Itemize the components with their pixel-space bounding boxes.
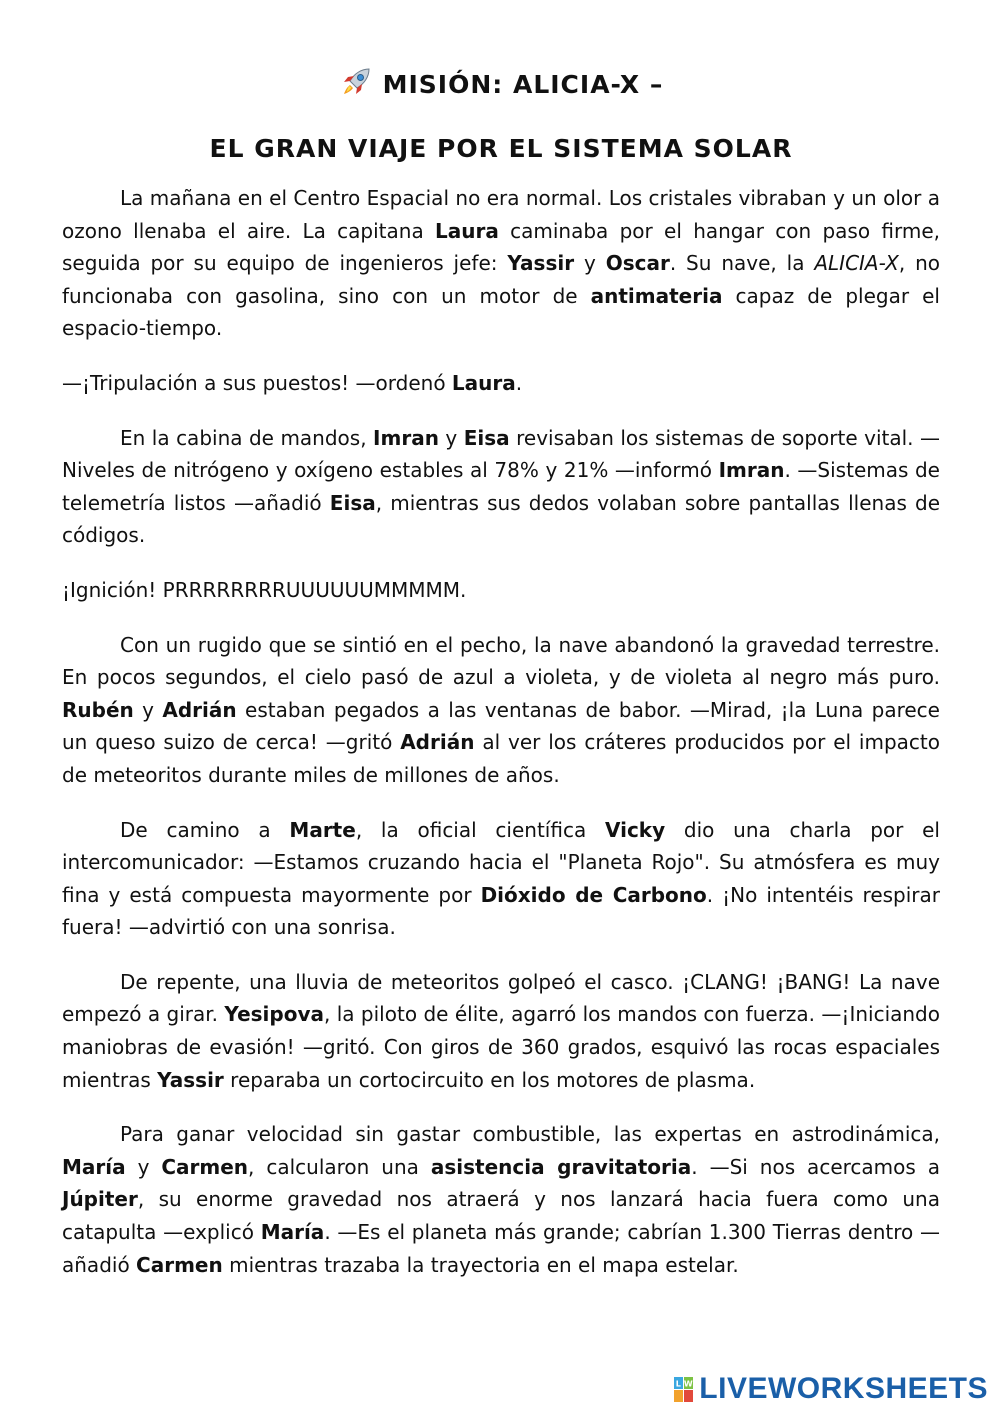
bold-term: asistencia gravitatoria bbox=[430, 1154, 692, 1179]
bold-term: Laura bbox=[451, 370, 516, 395]
bold-term: Adrián bbox=[400, 730, 475, 755]
text-run: revisaban los sistemas de soporte vital. —Niveles de nitrógeno y oxígeno estables al 78% y 21% —informó bbox=[62, 425, 940, 483]
liveworksheets-logo-icon bbox=[673, 1374, 695, 1404]
text-run: . —Sistemas de telemetría listos —añadió bbox=[62, 458, 940, 515]
bold-term: Marte bbox=[289, 817, 356, 842]
bold-term: Eisa bbox=[463, 425, 510, 450]
story-paragraph bbox=[62, 367, 940, 400]
text-run: Para ganar velocidad sin gastar combustible, las expertas en astrodinámica, bbox=[120, 1122, 940, 1147]
text-run: . Su nave, la bbox=[669, 251, 815, 276]
text-run: y bbox=[133, 697, 163, 722]
text-run: , calcularon una bbox=[248, 1154, 431, 1179]
bold-term: Imran bbox=[373, 425, 439, 450]
text-run: caminaba por el hangar con paso firme, seguida por su equipo de ingenieros jefe: bbox=[62, 218, 940, 276]
bold-term: Carmen bbox=[136, 1252, 223, 1277]
liveworksheets-brand[interactable] bbox=[673, 1372, 988, 1406]
text-run: . —Es el planeta más grande; cabrían 1.300 Tierras dentro —añadió bbox=[62, 1220, 940, 1277]
text-run: De camino a bbox=[120, 817, 290, 842]
brand-name: LIVEWORKSHEETS bbox=[699, 1372, 988, 1405]
rocket-icon bbox=[339, 65, 373, 99]
text-run: capaz de plegar el espacio-tiempo. bbox=[62, 283, 940, 341]
story-body bbox=[62, 182, 940, 1281]
worksheet-page bbox=[62, 62, 940, 1303]
text-run: Con un rugido que se sintió en el pecho, la nave abandonó la gravedad terrestre. En pocos segundos, el cielo pasó de azul a violeta, y de violeta al negro más puro. bbox=[62, 632, 940, 690]
italic-term: ALICIA-X bbox=[814, 251, 899, 276]
svg-text:W: W bbox=[684, 1379, 694, 1389]
text-run: . —Si nos acercamos a bbox=[691, 1154, 940, 1179]
text-run: y bbox=[438, 425, 464, 450]
text-run: ¡Ignición! PRRRRRRRRUUUUUUMMMMM. bbox=[62, 577, 467, 602]
text-run: —¡Tripulación a sus puestos! —ordenó bbox=[62, 370, 452, 395]
bold-term: Eisa bbox=[329, 490, 376, 515]
bold-term: María bbox=[62, 1154, 126, 1179]
story-paragraph bbox=[62, 422, 940, 552]
text-run: estaban pegados a las ventanas de babor. —Mirad, ¡la Luna parece un queso suizo de cerca! —gritó bbox=[62, 697, 940, 755]
story-paragraph bbox=[62, 629, 940, 792]
bold-term: Imran bbox=[718, 458, 785, 483]
bold-term: Yesipova bbox=[224, 1002, 324, 1027]
text-run: al ver los cráteres producidos por el impacto de meteoritos durante miles de millones de años. bbox=[62, 730, 940, 787]
text-run: , la oficial científica bbox=[355, 817, 605, 842]
bold-term: María bbox=[260, 1220, 325, 1245]
text-run: . bbox=[515, 370, 523, 395]
page-subtitle: EL GRAN VIAJE POR EL SISTEMA SOLAR bbox=[209, 134, 793, 163]
text-run: La mañana en el Centro Espacial no era normal. Los cristales vibraban y un olor a ozono llenaba el aire. La capitana bbox=[62, 186, 940, 243]
bold-term: Yassir bbox=[157, 1067, 224, 1092]
text-run: , no funcionaba con gasolina, sino con un motor de bbox=[62, 251, 940, 308]
bold-term: Oscar bbox=[605, 251, 670, 276]
bold-term: Adrián bbox=[162, 697, 237, 722]
bold-term: Yassir bbox=[507, 251, 575, 276]
text-run: y bbox=[574, 251, 606, 276]
text-run: , mientras sus dedos volaban sobre pantallas llenas de códigos. bbox=[62, 490, 941, 548]
text-run: dio una charla por el intercomunicador: —Estamos cruzando hacia el "Planeta Rojo". Su atmósfera es muy fina y está compuesta mayormente por bbox=[62, 817, 940, 907]
story-paragraph bbox=[62, 574, 940, 607]
title-line-1: MISIÓN: ALICIA-X – bbox=[382, 70, 664, 99]
bold-term: Dióxido de Carbono bbox=[480, 882, 707, 907]
bold-term: Júpiter bbox=[62, 1187, 138, 1212]
text-run: . ¡No intentéis respirar fuera! —advirtió con una sonrisa. bbox=[62, 882, 940, 940]
text-run: En la cabina de mandos, bbox=[120, 425, 374, 450]
text-run: y bbox=[125, 1154, 162, 1179]
svg-text:L: L bbox=[675, 1379, 682, 1389]
page-title bbox=[62, 62, 940, 108]
bold-term: antimateria bbox=[590, 283, 723, 308]
story-paragraph bbox=[62, 814, 940, 944]
text-run: reparaba un cortocircuito en los motores de plasma. bbox=[223, 1067, 756, 1092]
text-run: , la piloto de élite, agarró los mandos con fuerza. —¡Iniciando maniobras de evasión! —gritó. Con giros de 360 grados, esquivó las rocas espaciales mientras bbox=[62, 1002, 940, 1092]
text-run: , su enorme gravedad nos atraerá y nos lanzará hacia fuera como una catapulta —explicó bbox=[62, 1187, 940, 1245]
text-run: De repente, una lluvia de meteoritos golpeó el casco. ¡CLANG! ¡BANG! La nave empezó a girar. bbox=[62, 969, 940, 1027]
story-paragraph bbox=[62, 966, 940, 1096]
story-paragraph bbox=[62, 182, 940, 345]
bold-term: Vicky bbox=[604, 817, 666, 842]
text-run: mientras trazaba la trayectoria en el mapa estelar. bbox=[222, 1252, 739, 1277]
bold-term: Rubén bbox=[62, 697, 134, 722]
bold-term: Carmen bbox=[161, 1154, 249, 1179]
story-paragraph bbox=[62, 1118, 940, 1281]
bold-term: Laura bbox=[435, 218, 499, 243]
